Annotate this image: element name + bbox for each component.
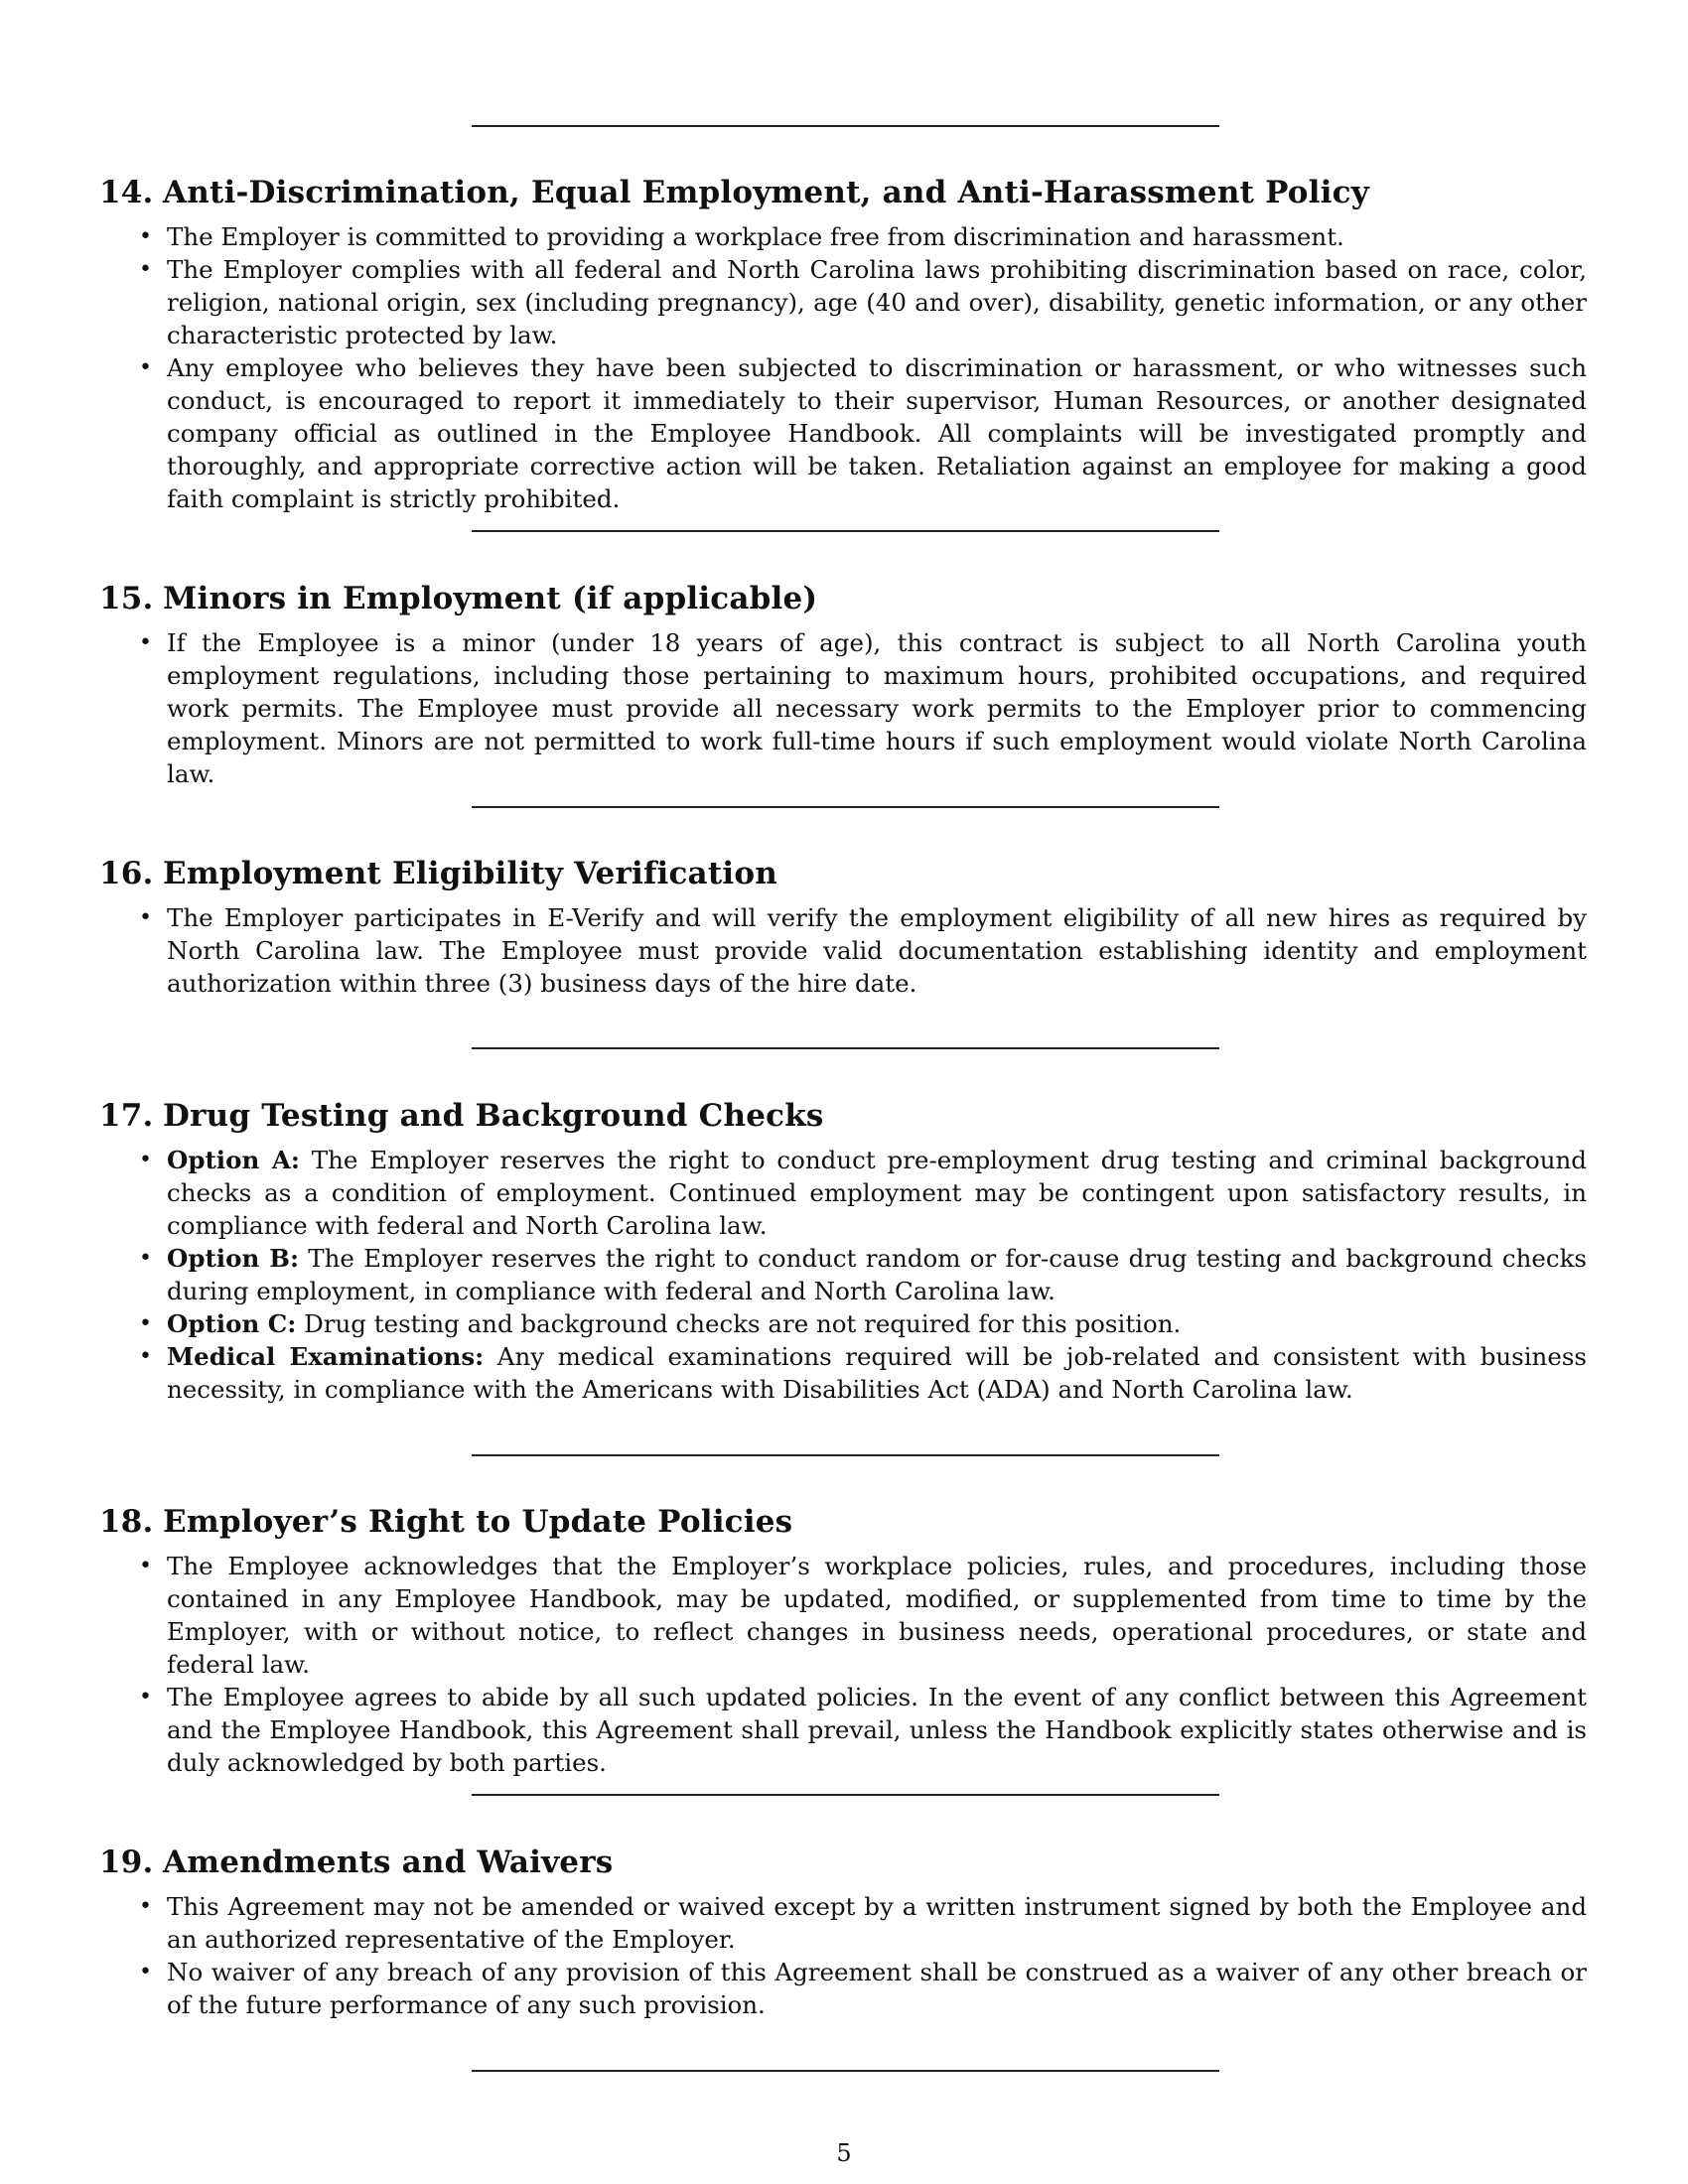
section-heading: [99, 173, 1589, 212]
section-title: Employment Eligibility Verification: [163, 856, 777, 891]
section-14: [99, 173, 1589, 515]
item-text: The Employer reserves the right to conduct random or for-cause drug testing and background checks during employment, in compliance with federal and North Carolina law.: [167, 1244, 1587, 1305]
section-title: Employer’s Right to Update Policies: [163, 1504, 793, 1540]
list-item: [167, 1242, 1587, 1307]
section-heading: [99, 1096, 1589, 1136]
section-number: 18.: [99, 1504, 154, 1540]
list-item: [167, 1307, 1587, 1340]
section-divider: [472, 806, 1219, 808]
item-lead: Medical Examinations:: [167, 1342, 485, 1371]
section-17: [99, 1096, 1589, 1406]
item-lead: Option B:: [167, 1244, 299, 1273]
list-item: [167, 1550, 1587, 1681]
section-number: 17.: [99, 1098, 154, 1134]
section-divider: [472, 1794, 1219, 1796]
list-item: [167, 1681, 1587, 1779]
list-item: [167, 1144, 1587, 1242]
section-divider: [472, 1047, 1219, 1049]
list-item: [167, 901, 1587, 1000]
list-item: [167, 220, 1587, 253]
item-text: Drug testing and background checks are not required for this position.: [304, 1309, 1182, 1338]
item-text: Any employee who believes they have been subjected to discrimination or harassment, or who witnesses such conduct, is encouraged to report it immediately to their supervisor, Human Resources, or another designated company official as outlined in the Employee Handbook. All complaints will be investigated promptly and thoroughly, and appropriate corrective action will be taken. Retaliation against an employee for making a good faith complaint is strictly prohibited.: [167, 353, 1587, 513]
page-number: 5: [836, 2139, 852, 2167]
list-item: [167, 1340, 1587, 1406]
section-number: 14.: [99, 175, 154, 210]
item-text: No waiver of any breach of any provision of this Agreement shall be construed as a waiver of any other breach or of the future performance of any such provision.: [167, 1958, 1587, 2019]
list-item: [167, 626, 1587, 790]
section-heading: [99, 1502, 1589, 1542]
section-19: [99, 1843, 1589, 2021]
item-text: The Employee agrees to abide by all such updated policies. In the event of any conflict between this Agreement and the Employee Handbook, this Agreement shall prevail, unless the Handbook explicitly states otherwise and is duly acknowledged by both parties.: [167, 1683, 1587, 1777]
section-heading: [99, 854, 1589, 893]
item-text: The Employer is committed to providing a workplace free from discrimination and harassment.: [167, 222, 1344, 251]
list-item: [167, 351, 1587, 515]
section-title: Minors in Employment (if applicable): [163, 581, 818, 616]
section-divider: [472, 530, 1219, 532]
bullet-list: [99, 220, 1589, 515]
section-number: 19.: [99, 1844, 154, 1880]
bullet-list: [99, 901, 1589, 1000]
section-title: Drug Testing and Background Checks: [163, 1098, 824, 1134]
bullet-list: [99, 1550, 1589, 1779]
section-heading: [99, 1843, 1589, 1882]
bullet-list: [99, 1890, 1589, 2021]
section-title: Anti-Discrimination, Equal Employment, and Anti-Harassment Policy: [163, 175, 1369, 210]
item-text: Any medical examinations required will be job-related and consistent with business necessity, in compliance with the Americans with Disabilities Act (ADA) and North Carolina law.: [167, 1342, 1587, 1404]
section-18: [99, 1502, 1589, 1779]
item-text: The Employer complies with all federal and North Carolina laws prohibiting discrimination based on race, color, religion, national origin, sex (including pregnancy), age (40 and over), disability, genetic information, or any other characteristic protected by law.: [167, 255, 1587, 349]
item-text: If the Employee is a minor (under 18 years of age), this contract is subject to all North Carolina youth employment regulations, including those pertaining to maximum hours, prohibited occupations, and required work permits. The Employee must provide all necessary work permits to the Employer prior to commencing employment. Minors are not permitted to work full-time hours if such employment would violate North Carolina law.: [167, 628, 1587, 788]
section-number: 16.: [99, 856, 154, 891]
bullet-list: [99, 1144, 1589, 1406]
item-lead: Option A:: [167, 1146, 300, 1174]
item-lead: Option C:: [167, 1309, 297, 1338]
section-divider: [472, 2070, 1219, 2072]
section-number: 15.: [99, 581, 154, 616]
item-text: This Agreement may not be amended or waived except by a written instrument signed by both the Employee and an authorized representative of the Employer.: [167, 1892, 1587, 1954]
item-text: The Employee acknowledges that the Employer’s workplace policies, rules, and procedures, including those contained in any Employee Handbook, may be updated, modified, or supplemented from time to time by the Employer, with or without notice, to reflect changes in business needs, operational procedures, or state and federal law.: [167, 1552, 1587, 1679]
item-text: The Employer reserves the right to conduct pre-employment drug testing and criminal background checks as a condition of employment. Continued employment may be contingent upon satisfactory results, in compliance with federal and North Carolina law.: [167, 1146, 1587, 1240]
section-divider: [472, 125, 1219, 127]
list-item: [167, 1956, 1587, 2021]
section-heading: [99, 579, 1589, 618]
item-text: The Employer participates in E-Verify and will verify the employment eligibility of all new hires as required by North Carolina law. The Employee must provide valid documentation establishing identity and employment authorization within three (3) business days of the hire date.: [167, 903, 1587, 998]
list-item: [167, 1890, 1587, 1956]
section-15: [99, 579, 1589, 790]
section-title: Amendments and Waivers: [163, 1844, 614, 1880]
list-item: [167, 253, 1587, 351]
section-16: [99, 854, 1589, 1000]
section-divider: [472, 1454, 1219, 1456]
bullet-list: [99, 626, 1589, 790]
